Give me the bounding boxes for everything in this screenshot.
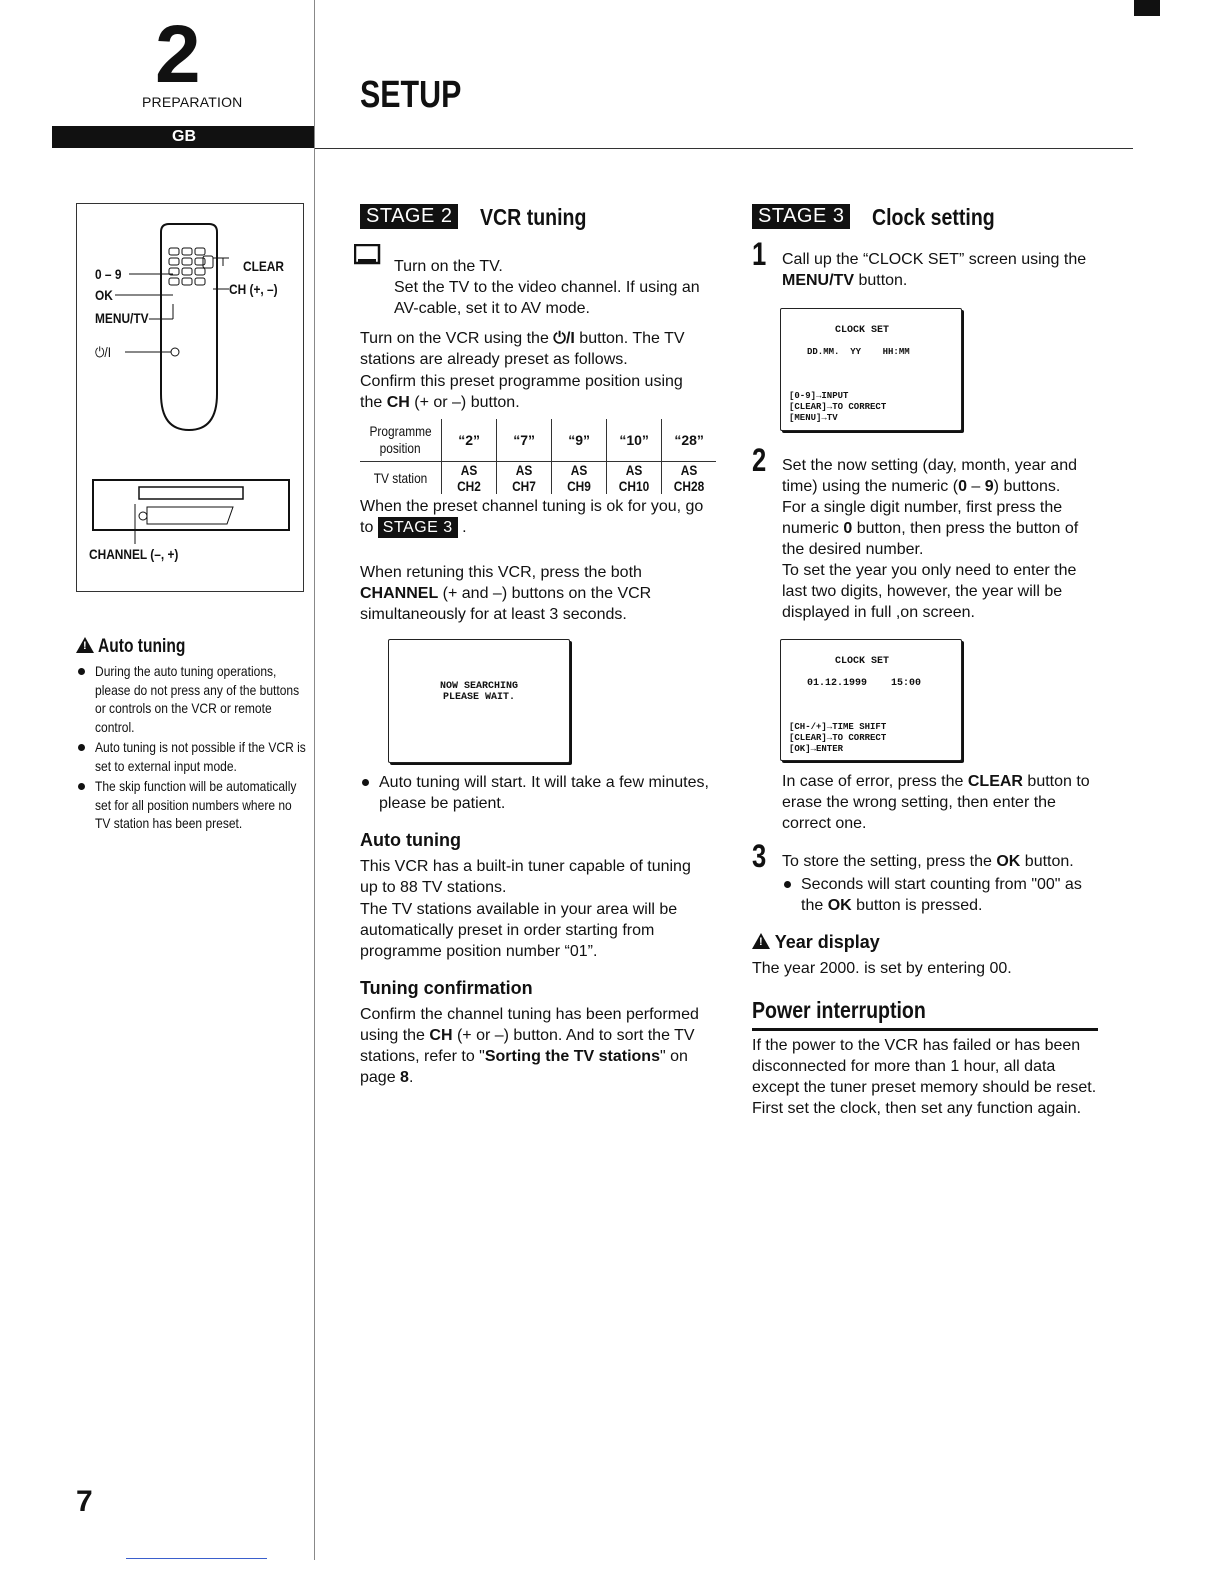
tv-icon [354, 244, 382, 266]
step-number: 1 [752, 236, 767, 272]
region-tab-label: GB [172, 128, 196, 145]
screen-hint: [CLEAR]→TO CORRECT [789, 402, 887, 412]
table-cell: AS CH7 [497, 462, 552, 495]
screen-title: CLOCK SET [835, 656, 890, 667]
list-item: Auto tuning is not possible if the VCR is set to external input mode. [76, 738, 316, 775]
list-item: The skip function will be automatically set for all position numbers where no TV station has been preset. [76, 777, 316, 833]
region-tab [52, 126, 315, 148]
chapter-label: PREPARATION [142, 94, 243, 110]
label-digits: 0 – 9 [95, 266, 122, 282]
screen-hint: [MENU]→TV [789, 413, 838, 423]
stage2-bullet: Auto tuning will start. It will take a few minutes, please be patient. [360, 772, 709, 814]
label-ch: CH (+, –) [229, 281, 278, 297]
corner-mark [1134, 0, 1160, 16]
step-number: 3 [752, 838, 767, 874]
bottom-link-rule [126, 1558, 267, 1559]
screen-hint: [0-9]→INPUT [789, 391, 849, 401]
label-power: ⏻/I [95, 344, 112, 360]
power-interruption-text: If the power to the VCR has failed or has been disconnected for more than 1 hour, all data except the tuner preset memory should be reset. First set the clock, then set any function again. [752, 1037, 1097, 1117]
screen-line: PLEASE WAIT. [442, 692, 515, 703]
screen-line: NOW SEARCHING [439, 681, 518, 692]
table-cell: “7” [497, 419, 552, 462]
table-cell: Programme position [369, 423, 432, 456]
caution-heading-auto-tuning: !Auto tuning [76, 636, 205, 658]
clock-set-screen-1 [780, 308, 962, 431]
screen-fields: 01.12.1999 15:00 [807, 678, 922, 689]
table-cell: AS CH10 [607, 462, 662, 495]
caution-list [76, 662, 316, 835]
table-cell: “9” [552, 419, 607, 462]
step2-text: Set the now setting (day, month, year and time) using the numeric (0 – 9) buttons. For a single digit number, first press the numeric 0 button, then press the button of the desired number. To set the year you only need to enter the last two digits, however, the year will be displayed in full ,on screen. [782, 457, 1079, 621]
label-ok: OK [95, 287, 113, 303]
error-text: In case of error, press the CLEAR button to erase the wrong setting, then enter the correct one. [782, 773, 1090, 832]
power-heading-rule [752, 1028, 1098, 1031]
screen-hint: [CLEAR]→TO CORRECT [789, 733, 887, 743]
year-display-heading: ! Year display [752, 932, 880, 953]
table-row [360, 419, 716, 462]
auto-tuning-text1: This VCR has a built-in tuner capable of tuning up to 88 TV stations. [360, 858, 691, 896]
stage2-title: VCR tuning [480, 204, 587, 230]
screen-hint: [CH-/+]→TIME SHIFT [789, 722, 887, 732]
stage3-title: Clock setting [872, 204, 995, 230]
stage2-para1: Turn on the VCR using the ⏻/I button. The TV stations are already preset as follows. [360, 330, 685, 368]
stage2-step-tv: Turn on the TV. Set the TV to the video channel. If using an AV-cable, set it to AV mode. [394, 258, 700, 317]
preset-table [360, 419, 716, 494]
step3-text: To store the setting, press the OK button. [782, 853, 1074, 870]
page-number: 7 [76, 1485, 93, 1518]
screen-title: CLOCK SET [835, 325, 890, 336]
table-cell: “10” [607, 419, 662, 462]
table-cell: “2” [442, 419, 497, 462]
label-channel: CHANNEL (–, +) [89, 546, 179, 562]
tuning-confirmation-heading: Tuning confirmation [360, 978, 533, 998]
table-cell: TV station [360, 462, 442, 495]
table-row [360, 462, 716, 495]
chapter-number: 2 [155, 9, 201, 100]
year-display-text: The year 2000. is set by entering 00. [752, 960, 1012, 977]
step-number: 2 [752, 442, 767, 478]
screen-hint: [OK]→ENTER [789, 744, 844, 754]
auto-tuning-text2: The TV stations available in your area will be automatically preset in order starting from programme position number “01”. [360, 901, 678, 960]
page-title: SETUP [360, 74, 462, 116]
warning-icon [76, 637, 94, 653]
screen-fields: DD.MM. YY HH:MM [807, 347, 910, 357]
remote-control-figure [76, 203, 304, 592]
stage3-badge: STAGE 3 [752, 204, 850, 229]
label-clear: CLEAR [243, 258, 284, 274]
table-cell: AS CH9 [552, 462, 607, 495]
step1-text: Call up the “CLOCK SET” screen using the MENU/TV button. [782, 251, 1087, 289]
stage2-para3: When the preset channel tuning is ok for you, go to STAGE 3 . [360, 498, 704, 536]
label-menu-tv: MENU/TV [95, 310, 149, 326]
clock-set-screen-2 [780, 639, 962, 761]
header-rule [315, 148, 1133, 149]
stage2-para2: Confirm this preset programme position using the CH (+ or –) button. [360, 373, 683, 411]
list-item: During the auto tuning operations, please do not press any of the buttons or controls on the VCR or remote control. [76, 662, 316, 736]
tuning-confirmation-text: Confirm the channel tuning has been performed using the CH (+ or –) button. And to sort the TV stations, refer to "Sorting the TV stations" on page 8. [360, 1006, 699, 1086]
power-interruption-heading: Power interruption [752, 997, 926, 1023]
table-cell: AS CH2 [442, 462, 497, 495]
step3-bullet: Seconds will start counting from "00" as the OK button is pressed. [782, 874, 1101, 916]
searching-screen [388, 639, 570, 763]
stage3-inline-badge: STAGE 3 [378, 517, 458, 538]
table-cell: AS CH28 [662, 462, 717, 495]
table-cell: “28” [662, 419, 717, 462]
stage2-para4: When retuning this VCR, press the both CHANNEL (+ and –) buttons on the VCR simultaneously for at least 3 seconds. [360, 564, 652, 623]
auto-tuning-heading: Auto tuning [360, 830, 461, 850]
stage2-badge: STAGE 2 [360, 204, 458, 229]
warning-icon [752, 933, 770, 949]
